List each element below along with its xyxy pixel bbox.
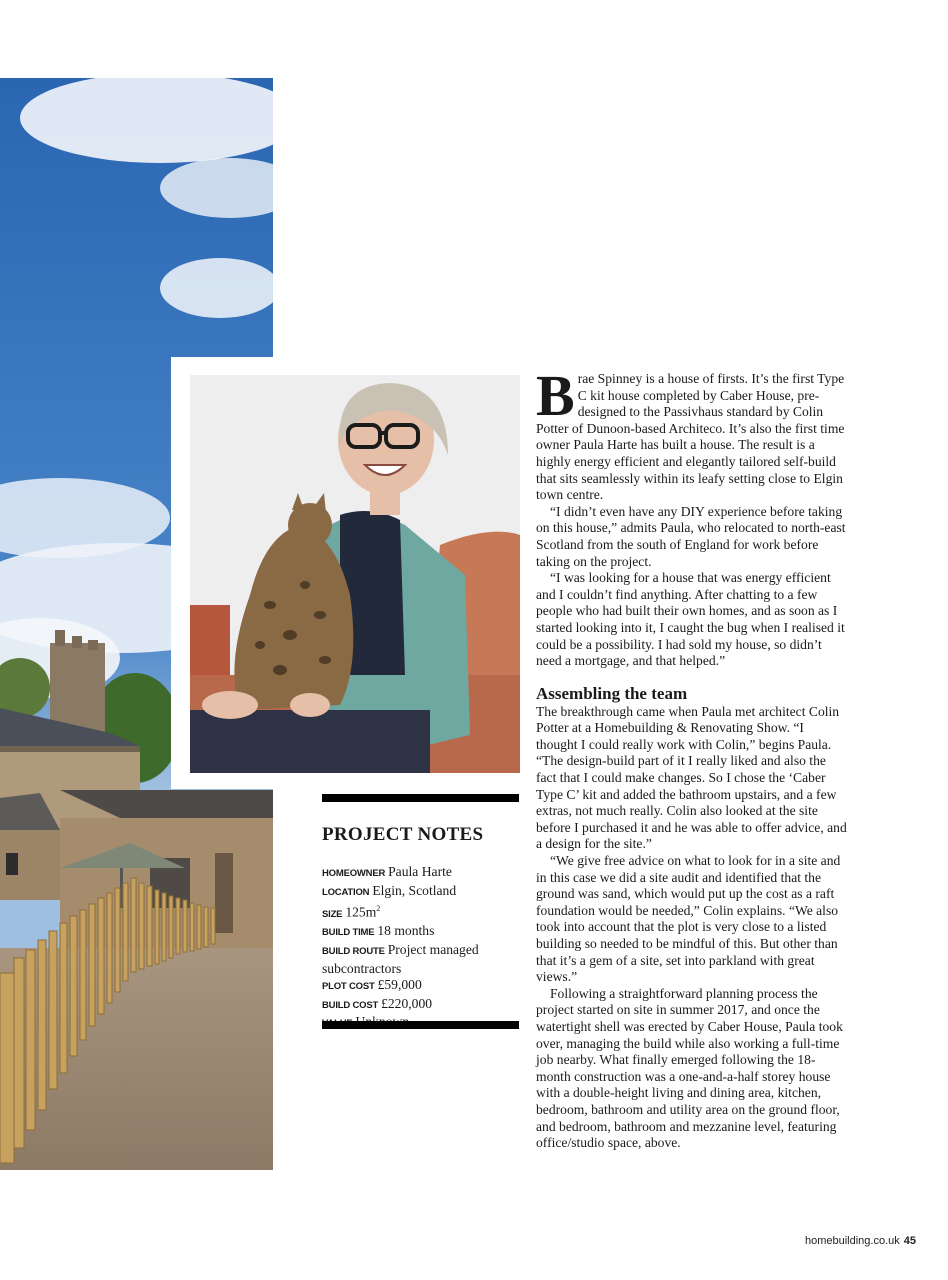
notes-build-time: BUILD TIME 18 months	[322, 923, 435, 939]
article-paragraph: “I didn’t even have any DIY experience before taking on this house,” admits Paula, who relocated to north-east Scotland from the south of England for work before taking on the project.	[536, 503, 846, 569]
drop-cap: B	[536, 363, 575, 428]
notes-build-route: BUILD ROUTE Project managed subcontractors	[322, 941, 479, 976]
article-paragraph: Following a straightforward planning process the project started on site in summer 2017, and once the watertight shell was erected by Caber House, Paula took over, managing the build while also working a full-time job nearby. What finally emerged following the 18-month construction was a one-and-a-half storey house with a double-height living and dining area, kitchen, bedroom, bathroom and utility area on the ground floor, and bedroom, bathroom and mezzanine level, featuring office/studio space, above.	[536, 985, 843, 1151]
notes-build-cost: BUILD COST £220,000	[322, 995, 433, 1011]
page-footer	[805, 1235, 916, 1247]
article-paragraph: The breakthrough came when Paula met architect Colin Potter at a Homebuilding & Renovating Show. “I thought I could really work with Colin,” begins Paula. “The design-build part of it I really liked and also the fact that I could make changes. So I chose the ‘Caber Type C’ kit and added the bathroom upstairs, and a few extras, not much really. Colin also looked at the site before I purchased it and he was able to offer advice, and a design for the site.”	[536, 703, 847, 852]
project-notes-box	[322, 794, 519, 1033]
article-paragraph: Brae Spinney is a house of firsts. It’s the first Type C kit house completed by Caber House, pre-designed to the Passivhaus standard by Colin Potter of Dunoon-based Architeco. It’s also the first time owner Paula Harte has built a house. The result is a highly energy efficient and elegantly tailored self-build that sits seamlessly within its leafy setting close to Elgin town centre.	[536, 363, 845, 503]
project-notes-title: PROJECT NOTES	[322, 824, 484, 845]
notes-plot-cost: PLOT COST £59,000	[322, 977, 422, 993]
page-number: 45	[903, 1235, 916, 1247]
notes-top-rule	[322, 794, 519, 802]
notes-bottom-rule	[322, 1021, 519, 1029]
footer-site: homebuilding.co.uk	[804, 1235, 900, 1247]
notes-location: LOCATION Elgin, Scotland	[322, 882, 457, 898]
article-paragraph: “We give free advice on what to look for in a site and in this case we did a site audit and identified that the ground was sand, which would put up the cost as a raft foundation would be needed,” Colin explains. “We also took into account that the plot is very close to a listed building so needed to be mindful of this. But other than that it’s a gem of a site, set into parkland with great views.”	[536, 853, 841, 985]
section-heading: Assembling the team	[536, 683, 688, 703]
homeowner-portrait-photo	[190, 375, 520, 773]
notes-size: SIZE $125m^2$	[322, 904, 381, 920]
article-paragraph: “I was looking for a house that was energy efficient and I couldn’t find anything. After chatting to a few people who had built their own homes, and as soon as I started looking into it, I caught the bug when I realised it could be a possibility. I had sold my house, so didn’t need a mortgage, and that helped.”	[536, 570, 845, 669]
notes-homeowner: HOMEOWNER Paula Harte	[322, 864, 452, 879]
article-body	[536, 363, 848, 1152]
